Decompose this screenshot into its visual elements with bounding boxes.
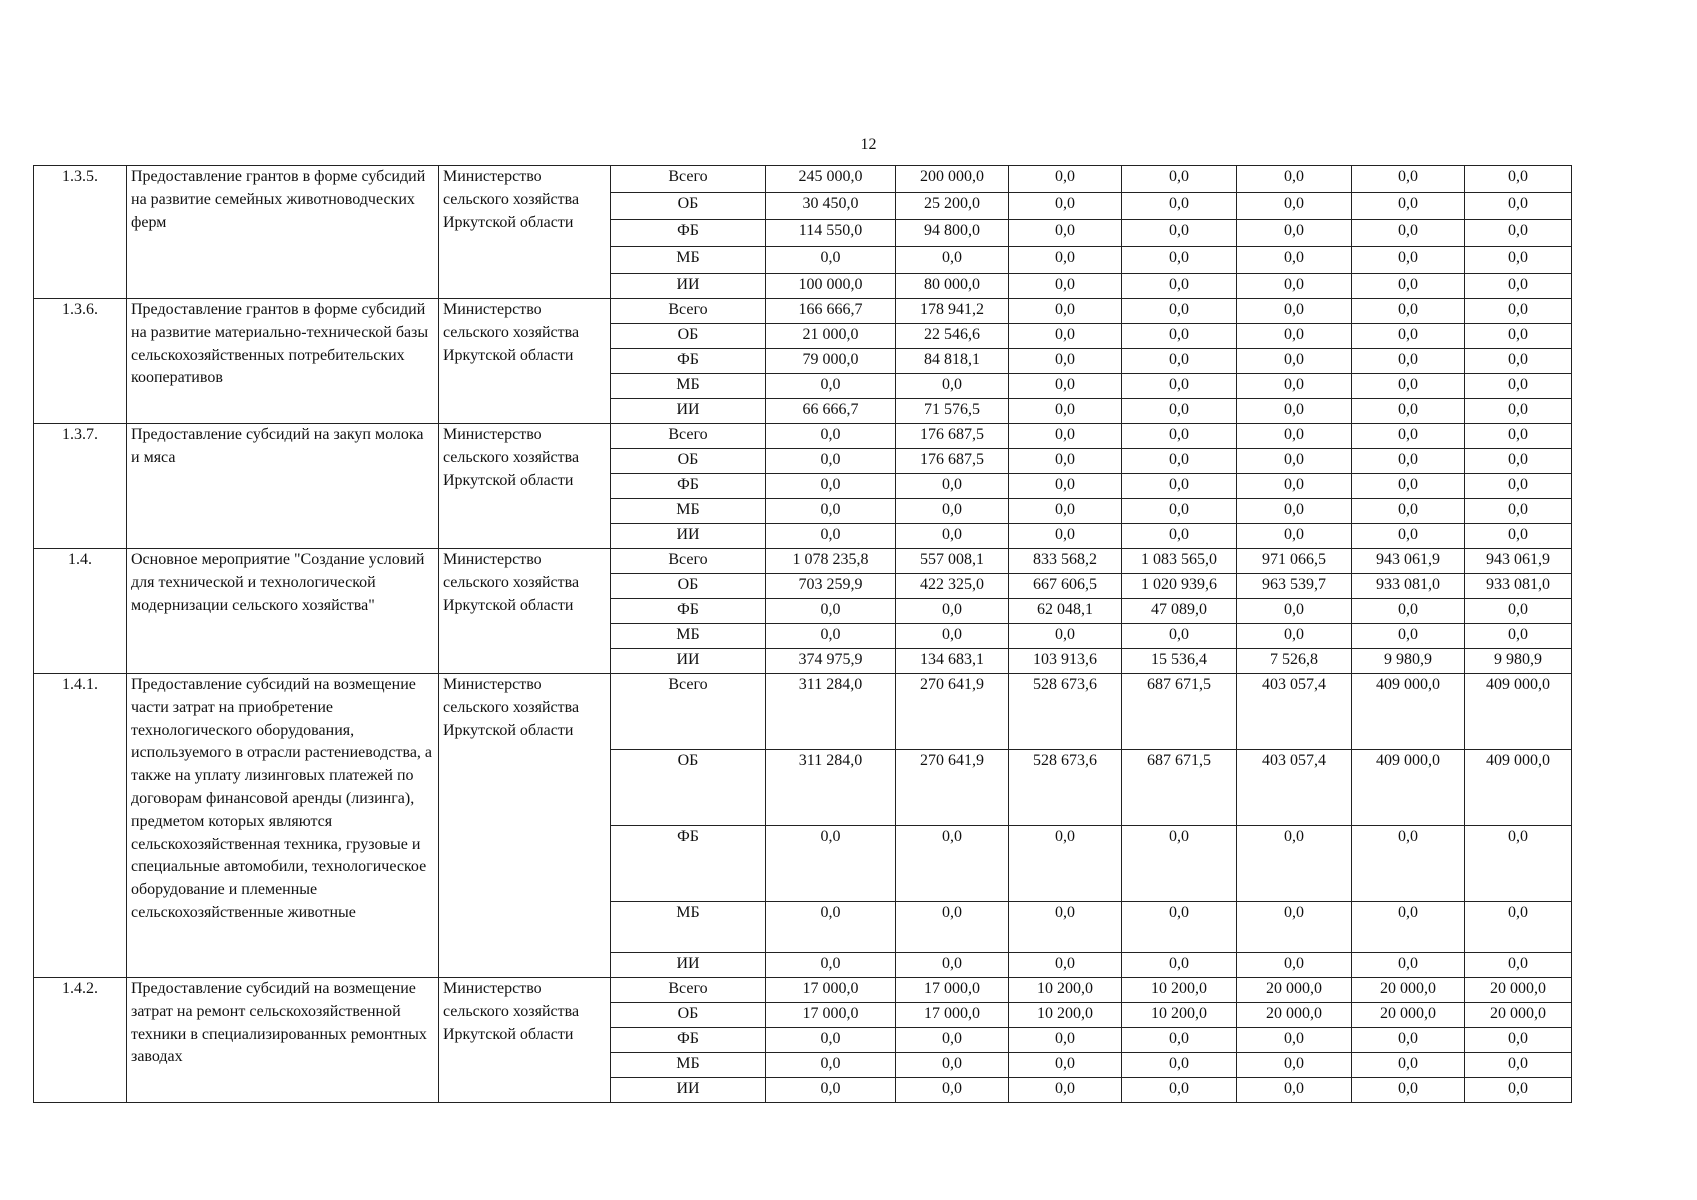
amount-cell: 0,0: [896, 524, 1009, 549]
funding-source: МБ: [611, 499, 766, 524]
amount-cell: 0,0: [1237, 826, 1352, 902]
funding-source: ФБ: [611, 474, 766, 499]
amount-cell: 0,0: [1122, 274, 1237, 299]
funding-source: ИИ: [611, 953, 766, 978]
amount-cell: 0,0: [766, 599, 896, 624]
table-row: [34, 166, 1572, 193]
amount-cell: 0,0: [1237, 247, 1352, 274]
amount-cell: 0,0: [1352, 1078, 1465, 1103]
amount-cell: 0,0: [1009, 374, 1122, 399]
amount-cell: 0,0: [1352, 166, 1465, 193]
amount-cell: 9 980,9: [1465, 649, 1572, 674]
amount-cell: 0,0: [1122, 193, 1237, 220]
amount-cell: 0,0: [1237, 399, 1352, 424]
item-number: 1.3.7.: [34, 424, 127, 549]
amount-cell: 0,0: [1352, 599, 1465, 624]
amount-cell: 0,0: [1465, 624, 1572, 649]
amount-cell: 100 000,0: [766, 274, 896, 299]
amount-cell: 0,0: [766, 424, 896, 449]
amount-cell: 0,0: [1352, 349, 1465, 374]
amount-cell: 0,0: [1352, 499, 1465, 524]
amount-cell: 0,0: [896, 499, 1009, 524]
item-number: 1.3.5.: [34, 166, 127, 299]
amount-cell: 178 941,2: [896, 299, 1009, 324]
amount-cell: 0,0: [896, 1053, 1009, 1078]
amount-cell: 270 641,9: [896, 674, 1009, 750]
funding-source: ИИ: [611, 1078, 766, 1103]
amount-cell: 0,0: [1465, 599, 1572, 624]
funding-source: ИИ: [611, 524, 766, 549]
item-executor: Министерство сельского хозяйства Иркутской области: [439, 424, 611, 549]
amount-cell: 0,0: [1237, 349, 1352, 374]
amount-cell: 7 526,8: [1237, 649, 1352, 674]
funding-source: ОБ: [611, 1003, 766, 1028]
amount-cell: 0,0: [1352, 524, 1465, 549]
amount-cell: 528 673,6: [1009, 674, 1122, 750]
amount-cell: 0,0: [1122, 399, 1237, 424]
amount-cell: 0,0: [1465, 399, 1572, 424]
amount-cell: 0,0: [1465, 424, 1572, 449]
item-name: Предоставление грантов в форме субсидий на развитие материально-технической базы сельскохозяйственных потребительских кооперативов: [127, 299, 439, 424]
amount-cell: 0,0: [1465, 524, 1572, 549]
amount-cell: 0,0: [766, 499, 896, 524]
amount-cell: 403 057,4: [1237, 674, 1352, 750]
table-body: [34, 166, 1572, 1103]
item-name: Предоставление грантов в форме субсидий на развитие семейных животноводческих ферм: [127, 166, 439, 299]
amount-cell: 84 818,1: [896, 349, 1009, 374]
amount-cell: 0,0: [1009, 247, 1122, 274]
amount-cell: 0,0: [766, 826, 896, 902]
amount-cell: 0,0: [1237, 953, 1352, 978]
amount-cell: 403 057,4: [1237, 750, 1352, 826]
amount-cell: 0,0: [896, 599, 1009, 624]
amount-cell: 0,0: [896, 374, 1009, 399]
amount-cell: 0,0: [1009, 474, 1122, 499]
funding-source: МБ: [611, 1053, 766, 1078]
amount-cell: 0,0: [1009, 1028, 1122, 1053]
amount-cell: 0,0: [896, 902, 1009, 953]
amount-cell: 20 000,0: [1352, 1003, 1465, 1028]
amount-cell: 0,0: [1237, 499, 1352, 524]
amount-cell: 0,0: [1352, 449, 1465, 474]
amount-cell: 0,0: [1122, 349, 1237, 374]
amount-cell: 0,0: [1465, 902, 1572, 953]
amount-cell: 0,0: [1009, 524, 1122, 549]
amount-cell: 971 066,5: [1237, 549, 1352, 574]
amount-cell: 0,0: [1122, 1053, 1237, 1078]
amount-cell: 0,0: [766, 1053, 896, 1078]
amount-cell: 0,0: [1009, 299, 1122, 324]
funding-source: Всего: [611, 549, 766, 574]
table-row: [34, 978, 1572, 1003]
amount-cell: 0,0: [1352, 624, 1465, 649]
amount-cell: 0,0: [896, 826, 1009, 902]
amount-cell: 943 061,9: [1352, 549, 1465, 574]
item-executor: Министерство сельского хозяйства Иркутской области: [439, 978, 611, 1103]
amount-cell: 47 089,0: [1122, 599, 1237, 624]
amount-cell: 0,0: [1465, 247, 1572, 274]
amount-cell: 0,0: [766, 474, 896, 499]
amount-cell: 0,0: [1352, 299, 1465, 324]
amount-cell: 17 000,0: [766, 1003, 896, 1028]
amount-cell: 0,0: [1465, 324, 1572, 349]
funding-source: ФБ: [611, 599, 766, 624]
item-executor: Министерство сельского хозяйства Иркутской области: [439, 299, 611, 424]
amount-cell: 10 200,0: [1009, 978, 1122, 1003]
amount-cell: 0,0: [1009, 902, 1122, 953]
item-number: 1.4.1.: [34, 674, 127, 978]
funding-source: Всего: [611, 166, 766, 193]
amount-cell: 311 284,0: [766, 750, 896, 826]
amount-cell: 0,0: [1465, 449, 1572, 474]
amount-cell: 0,0: [1352, 424, 1465, 449]
amount-cell: 94 800,0: [896, 220, 1009, 247]
funding-source: МБ: [611, 902, 766, 953]
funding-source: ОБ: [611, 193, 766, 220]
amount-cell: 0,0: [1237, 599, 1352, 624]
amount-cell: 0,0: [1237, 193, 1352, 220]
amount-cell: 963 539,7: [1237, 574, 1352, 599]
amount-cell: 0,0: [766, 1028, 896, 1053]
amount-cell: 0,0: [1465, 826, 1572, 902]
amount-cell: 0,0: [1122, 953, 1237, 978]
table-row: [34, 549, 1572, 574]
funding-source: МБ: [611, 624, 766, 649]
amount-cell: 557 008,1: [896, 549, 1009, 574]
funding-source: ИИ: [611, 649, 766, 674]
amount-cell: 0,0: [1352, 474, 1465, 499]
funding-source: ОБ: [611, 324, 766, 349]
amount-cell: 0,0: [1122, 474, 1237, 499]
item-name: Основное мероприятие "Создание условий для технической и технологической модернизации сельского хозяйства": [127, 549, 439, 674]
funding-source: Всего: [611, 299, 766, 324]
amount-cell: 0,0: [1465, 474, 1572, 499]
amount-cell: 0,0: [1465, 193, 1572, 220]
amount-cell: 0,0: [1237, 166, 1352, 193]
amount-cell: 0,0: [1237, 902, 1352, 953]
funding-source: ИИ: [611, 274, 766, 299]
amount-cell: 0,0: [1009, 274, 1122, 299]
amount-cell: 311 284,0: [766, 674, 896, 750]
amount-cell: 0,0: [1352, 324, 1465, 349]
amount-cell: 0,0: [766, 449, 896, 474]
funding-source: ИИ: [611, 399, 766, 424]
amount-cell: 0,0: [1237, 524, 1352, 549]
funding-source: ФБ: [611, 349, 766, 374]
amount-cell: 0,0: [1352, 1053, 1465, 1078]
amount-cell: 17 000,0: [766, 978, 896, 1003]
table-row: [34, 674, 1572, 750]
item-executor: Министерство сельского хозяйства Иркутской области: [439, 549, 611, 674]
amount-cell: 0,0: [1465, 499, 1572, 524]
amount-cell: 0,0: [1237, 424, 1352, 449]
item-number: 1.3.6.: [34, 299, 127, 424]
amount-cell: 833 568,2: [1009, 549, 1122, 574]
amount-cell: 245 000,0: [766, 166, 896, 193]
amount-cell: 0,0: [1122, 424, 1237, 449]
amount-cell: 0,0: [1352, 826, 1465, 902]
amount-cell: 0,0: [1237, 474, 1352, 499]
amount-cell: 0,0: [1237, 1053, 1352, 1078]
amount-cell: 0,0: [896, 247, 1009, 274]
amount-cell: 0,0: [1352, 953, 1465, 978]
amount-cell: 374 975,9: [766, 649, 896, 674]
amount-cell: 0,0: [1352, 193, 1465, 220]
amount-cell: 0,0: [1352, 1028, 1465, 1053]
amount-cell: 0,0: [1465, 274, 1572, 299]
amount-cell: 0,0: [766, 374, 896, 399]
amount-cell: 0,0: [1352, 220, 1465, 247]
amount-cell: 0,0: [1237, 1078, 1352, 1103]
amount-cell: 0,0: [1465, 220, 1572, 247]
amount-cell: 0,0: [766, 902, 896, 953]
amount-cell: 0,0: [1352, 902, 1465, 953]
amount-cell: 0,0: [1237, 624, 1352, 649]
amount-cell: 66 666,7: [766, 399, 896, 424]
amount-cell: 0,0: [1122, 166, 1237, 193]
amount-cell: 409 000,0: [1465, 750, 1572, 826]
amount-cell: 0,0: [1465, 374, 1572, 399]
amount-cell: 0,0: [1009, 349, 1122, 374]
page-number: 12: [860, 136, 877, 153]
amount-cell: 0,0: [1122, 247, 1237, 274]
item-name: Предоставление субсидий на возмещение части затрат на приобретение технологического оборудования, используемого в отрасли растениеводства, а также на уплату лизинговых платежей по договорам финансовой аренды (лизинга), предметом которых являются сельскохозяйственная техника, грузовые и специальные автомобили, технологическое оборудование и племенные сельскохозяйственные животные: [127, 674, 439, 978]
amount-cell: 0,0: [1237, 1028, 1352, 1053]
amount-cell: 0,0: [1122, 220, 1237, 247]
funding-source: ОБ: [611, 574, 766, 599]
amount-cell: 20 000,0: [1237, 1003, 1352, 1028]
amount-cell: 0,0: [766, 524, 896, 549]
amount-cell: 176 687,5: [896, 449, 1009, 474]
amount-cell: 687 671,5: [1122, 750, 1237, 826]
funding-source: ФБ: [611, 220, 766, 247]
amount-cell: 0,0: [1465, 953, 1572, 978]
funding-source: Всего: [611, 674, 766, 750]
amount-cell: 0,0: [1009, 193, 1122, 220]
funding-source: МБ: [611, 247, 766, 274]
amount-cell: 0,0: [1237, 299, 1352, 324]
funding-source: МБ: [611, 374, 766, 399]
funding-source: ФБ: [611, 826, 766, 902]
amount-cell: 0,0: [766, 953, 896, 978]
amount-cell: 15 536,4: [1122, 649, 1237, 674]
amount-cell: 687 671,5: [1122, 674, 1237, 750]
amount-cell: 0,0: [766, 1078, 896, 1103]
amount-cell: 20 000,0: [1465, 1003, 1572, 1028]
amount-cell: 0,0: [1122, 1028, 1237, 1053]
item-name: Предоставление субсидий на закуп молока и мяса: [127, 424, 439, 549]
amount-cell: 0,0: [1122, 449, 1237, 474]
funding-source: ОБ: [611, 750, 766, 826]
amount-cell: 114 550,0: [766, 220, 896, 247]
amount-cell: 62 048,1: [1009, 599, 1122, 624]
amount-cell: 0,0: [1122, 624, 1237, 649]
amount-cell: 1 083 565,0: [1122, 549, 1237, 574]
item-number: 1.4.2.: [34, 978, 127, 1103]
amount-cell: 0,0: [1122, 324, 1237, 349]
amount-cell: 1 020 939,6: [1122, 574, 1237, 599]
amount-cell: 0,0: [896, 953, 1009, 978]
amount-cell: 0,0: [1352, 247, 1465, 274]
amount-cell: 0,0: [1009, 166, 1122, 193]
amount-cell: 0,0: [896, 624, 1009, 649]
amount-cell: 10 200,0: [1009, 1003, 1122, 1028]
amount-cell: 17 000,0: [896, 978, 1009, 1003]
amount-cell: 25 200,0: [896, 193, 1009, 220]
item-name: Предоставление субсидий на возмещение затрат на ремонт сельскохозяйственной техники в специализированных ремонтных заводах: [127, 978, 439, 1103]
amount-cell: 200 000,0: [896, 166, 1009, 193]
amount-cell: 933 081,0: [1352, 574, 1465, 599]
amount-cell: 0,0: [1237, 274, 1352, 299]
item-number: 1.4.: [34, 549, 127, 674]
amount-cell: 0,0: [766, 624, 896, 649]
amount-cell: 0,0: [896, 1028, 1009, 1053]
amount-cell: 933 081,0: [1465, 574, 1572, 599]
amount-cell: 409 000,0: [1352, 674, 1465, 750]
amount-cell: 0,0: [1465, 1028, 1572, 1053]
funding-source: Всего: [611, 424, 766, 449]
amount-cell: 22 546,6: [896, 324, 1009, 349]
amount-cell: 0,0: [1237, 220, 1352, 247]
amount-cell: 0,0: [1009, 1053, 1122, 1078]
amount-cell: 21 000,0: [766, 324, 896, 349]
amount-cell: 0,0: [1122, 826, 1237, 902]
amount-cell: 0,0: [1122, 299, 1237, 324]
amount-cell: 9 980,9: [1352, 649, 1465, 674]
amount-cell: 409 000,0: [1465, 674, 1572, 750]
amount-cell: 0,0: [1009, 499, 1122, 524]
amount-cell: 0,0: [1465, 166, 1572, 193]
amount-cell: 0,0: [1122, 374, 1237, 399]
funding-source: Всего: [611, 978, 766, 1003]
amount-cell: 134 683,1: [896, 649, 1009, 674]
amount-cell: 71 576,5: [896, 399, 1009, 424]
table-row: [34, 424, 1572, 449]
amount-cell: 0,0: [1009, 826, 1122, 902]
amount-cell: 10 200,0: [1122, 978, 1237, 1003]
amount-cell: 0,0: [1122, 1078, 1237, 1103]
table-row: [34, 299, 1572, 324]
amount-cell: 0,0: [1122, 902, 1237, 953]
amount-cell: 20 000,0: [1237, 978, 1352, 1003]
amount-cell: 422 325,0: [896, 574, 1009, 599]
budget-table: [33, 165, 1572, 1103]
amount-cell: 0,0: [1009, 424, 1122, 449]
amount-cell: 0,0: [1465, 299, 1572, 324]
amount-cell: 80 000,0: [896, 274, 1009, 299]
amount-cell: 0,0: [1465, 1053, 1572, 1078]
amount-cell: 270 641,9: [896, 750, 1009, 826]
amount-cell: 0,0: [1009, 449, 1122, 474]
item-executor: Министерство сельского хозяйства Иркутской области: [439, 166, 611, 299]
item-executor: Министерство сельского хозяйства Иркутской области: [439, 674, 611, 978]
amount-cell: 0,0: [766, 247, 896, 274]
amount-cell: 0,0: [1352, 274, 1465, 299]
amount-cell: 20 000,0: [1352, 978, 1465, 1003]
amount-cell: 0,0: [1352, 374, 1465, 399]
amount-cell: 943 061,9: [1465, 549, 1572, 574]
funding-source: ОБ: [611, 449, 766, 474]
amount-cell: 0,0: [1009, 624, 1122, 649]
amount-cell: 0,0: [1009, 953, 1122, 978]
amount-cell: 0,0: [1352, 399, 1465, 424]
amount-cell: 176 687,5: [896, 424, 1009, 449]
funding-source: ФБ: [611, 1028, 766, 1053]
amount-cell: 703 259,9: [766, 574, 896, 599]
amount-cell: 0,0: [1465, 1078, 1572, 1103]
amount-cell: 0,0: [1009, 324, 1122, 349]
amount-cell: 528 673,6: [1009, 750, 1122, 826]
amount-cell: 0,0: [1122, 524, 1237, 549]
amount-cell: 17 000,0: [896, 1003, 1009, 1028]
amount-cell: 166 666,7: [766, 299, 896, 324]
amount-cell: 1 078 235,8: [766, 549, 896, 574]
amount-cell: 10 200,0: [1122, 1003, 1237, 1028]
amount-cell: 0,0: [1237, 374, 1352, 399]
amount-cell: 0,0: [1237, 449, 1352, 474]
amount-cell: 409 000,0: [1352, 750, 1465, 826]
amount-cell: 30 450,0: [766, 193, 896, 220]
amount-cell: 0,0: [896, 1078, 1009, 1103]
amount-cell: 0,0: [1009, 1078, 1122, 1103]
amount-cell: 79 000,0: [766, 349, 896, 374]
amount-cell: 0,0: [896, 474, 1009, 499]
amount-cell: 0,0: [1122, 499, 1237, 524]
amount-cell: 103 913,6: [1009, 649, 1122, 674]
amount-cell: 0,0: [1465, 349, 1572, 374]
amount-cell: 0,0: [1237, 324, 1352, 349]
amount-cell: 0,0: [1009, 399, 1122, 424]
amount-cell: 0,0: [1009, 220, 1122, 247]
amount-cell: 20 000,0: [1465, 978, 1572, 1003]
amount-cell: 667 606,5: [1009, 574, 1122, 599]
